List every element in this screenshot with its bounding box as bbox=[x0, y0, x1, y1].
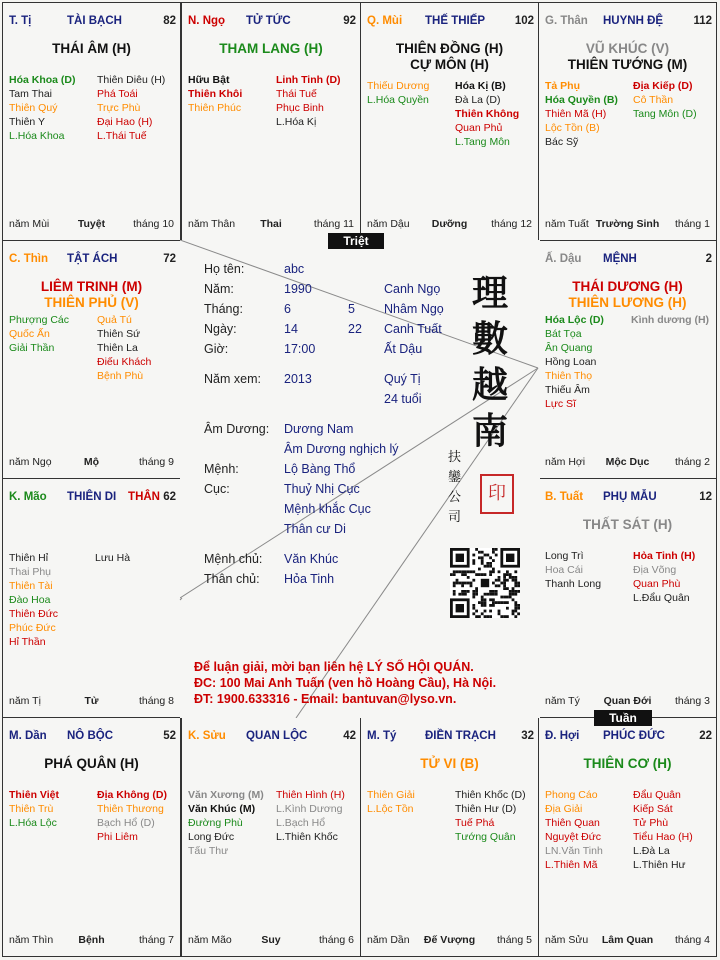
palace-tai-bach bbox=[2, 2, 181, 241]
footer-year: năm Thìn bbox=[9, 934, 54, 946]
palace-footer bbox=[188, 934, 354, 948]
footer-year: năm Tị bbox=[9, 695, 41, 707]
palace-huynh-de bbox=[538, 2, 717, 241]
star-right: Điếu Khách bbox=[97, 356, 152, 368]
main-star: THIÊN TƯỚNG (M) bbox=[567, 57, 688, 72]
palace-tat-ach bbox=[2, 240, 181, 479]
footer-month: tháng 8 bbox=[138, 695, 174, 707]
gio-label: Giờ: bbox=[204, 342, 229, 356]
thang-value: 6 bbox=[284, 302, 291, 316]
footer-year: năm Sửu bbox=[545, 934, 589, 946]
main-stars bbox=[363, 756, 536, 772]
star-left: Tấu Thư bbox=[188, 845, 229, 857]
triet-badge: Triệt bbox=[328, 233, 384, 249]
cuc-value: Thuỷ Nhị Cục bbox=[284, 482, 360, 496]
gio-value: 17:00 bbox=[284, 342, 316, 356]
star-right: Kình dương (H) bbox=[631, 314, 710, 326]
am-duong-note: Âm Dương nghịch lý bbox=[284, 442, 399, 456]
palace-header bbox=[188, 15, 356, 31]
palace-name: ĐIỀN TRẠCH bbox=[425, 730, 496, 742]
palace-name: PHÚC ĐỨC bbox=[603, 730, 665, 742]
palace-name: TẬT ÁCH bbox=[67, 253, 118, 265]
footer-month: tháng 3 bbox=[674, 695, 710, 707]
than-cu-di: Thân cư Di bbox=[284, 522, 346, 536]
palace-footer bbox=[545, 695, 710, 709]
main-stars bbox=[5, 756, 178, 772]
star-left: L.Thiên Mã bbox=[545, 859, 598, 871]
footer-stage: Thai bbox=[260, 218, 282, 230]
main-stars bbox=[363, 41, 536, 73]
footer-year: năm Dần bbox=[367, 934, 410, 946]
main-star: THIÊN ĐỒNG (H) bbox=[395, 41, 504, 56]
footer-stage: Trường Sinh bbox=[595, 218, 660, 230]
palace-footer bbox=[188, 218, 354, 232]
star-left: Giải Thần bbox=[9, 342, 55, 354]
footer-stage: Mộ bbox=[83, 456, 100, 468]
palace-thien-di bbox=[2, 478, 181, 718]
star-left: Thiên Hỉ bbox=[9, 552, 49, 564]
star-left: Thiên Thọ bbox=[545, 370, 593, 382]
palace-number: 32 bbox=[521, 730, 534, 742]
star-left: Hóa Lộc (D) bbox=[545, 314, 604, 326]
contact-line-3[interactable]: ĐT: 1900.633316 - Email: bantuvan@lyso.vn. bbox=[194, 692, 457, 706]
footer-month: tháng 6 bbox=[318, 934, 354, 946]
palace-footer bbox=[9, 456, 174, 470]
main-star: LIÊM TRINH (M) bbox=[40, 279, 143, 294]
palace-footer bbox=[545, 456, 710, 470]
than-chu-label: Thân chủ: bbox=[204, 572, 260, 586]
main-star: THAM LANG (H) bbox=[219, 41, 323, 56]
star-right: Phục Binh bbox=[276, 102, 324, 114]
ngay-can-chi: Canh Tuất bbox=[384, 322, 442, 336]
star-left: Thiên Đức bbox=[9, 608, 59, 620]
star-right: Thiên Diêu (H) bbox=[97, 74, 166, 86]
main-stars bbox=[541, 756, 714, 772]
star-right: Hóa Kị (B) bbox=[455, 80, 506, 92]
star-left: Thai Phụ bbox=[9, 566, 52, 578]
main-stars bbox=[541, 517, 714, 533]
palace-number: 82 bbox=[163, 15, 176, 27]
star-right: Đẩu Quân bbox=[633, 789, 681, 801]
thang-am-value: 5 bbox=[348, 302, 355, 316]
star-left: L.Hóa Khoa bbox=[9, 130, 65, 142]
star-right: Địa Võng bbox=[633, 564, 677, 576]
star-right: Thiên Thương bbox=[97, 803, 164, 815]
nam-xem-label: Năm xem: bbox=[204, 372, 261, 386]
cuc-label: Cục: bbox=[204, 482, 230, 496]
palace-header bbox=[9, 730, 176, 746]
palace-name: HUYNH ĐỆ bbox=[603, 15, 664, 27]
footer-year: năm Hợi bbox=[545, 456, 586, 468]
star-right: Đà La (D) bbox=[455, 94, 501, 106]
palace-name: THẾ THIẾP bbox=[425, 15, 486, 27]
palace-header bbox=[9, 15, 176, 31]
main-star: THẤT SÁT (H) bbox=[582, 517, 673, 532]
star-right: Thiên Hình (H) bbox=[276, 789, 345, 801]
star-right: Tang Môn (D) bbox=[633, 108, 697, 120]
footer-stage: Tử bbox=[84, 695, 99, 707]
palace-number: 112 bbox=[693, 15, 712, 27]
star-right: Thiên Khốc (D) bbox=[455, 789, 526, 801]
star-left: Hoa Cái bbox=[545, 564, 583, 576]
footer-year: năm Mão bbox=[188, 934, 232, 946]
palace-the-thiep bbox=[360, 2, 539, 241]
star-left: Hóa Khoa (D) bbox=[9, 74, 76, 86]
star-left: Bát Tọa bbox=[545, 328, 582, 340]
footer-month: tháng 11 bbox=[313, 218, 354, 230]
star-left: Nguyệt Đức bbox=[545, 831, 602, 843]
star-left: Thiên Tài bbox=[9, 580, 53, 592]
palace-header bbox=[367, 15, 534, 31]
thang-can-chi: Nhâm Ngọ bbox=[384, 302, 444, 316]
main-stars bbox=[5, 279, 178, 311]
star-right: Tiểu Hao (H) bbox=[633, 831, 693, 843]
main-star: CỰ MÔN (H) bbox=[410, 57, 489, 72]
thang-label: Tháng: bbox=[204, 302, 243, 316]
star-right: Đại Hao (H) bbox=[97, 116, 153, 128]
footer-month: tháng 7 bbox=[138, 934, 174, 946]
palace-name: TỬ TỨC bbox=[246, 15, 291, 27]
menh-khac-cuc: Mệnh khắc Cục bbox=[284, 502, 371, 516]
main-star: VŨ KHÚC (V) bbox=[585, 41, 670, 56]
palace-number: 22 bbox=[699, 730, 712, 742]
star-right: Thiên Không bbox=[455, 108, 520, 120]
star-right: Linh Tinh (D) bbox=[276, 74, 341, 86]
palace-footer bbox=[9, 695, 174, 709]
star-right: Cô Thần bbox=[633, 94, 674, 106]
palace-footer bbox=[9, 934, 174, 948]
ngay-label: Ngày: bbox=[204, 322, 237, 336]
star-left: Thiên Quan bbox=[545, 817, 600, 829]
footer-month: tháng 10 bbox=[133, 218, 174, 230]
palace-number: 42 bbox=[343, 730, 356, 742]
main-star: THÁI ÂM (H) bbox=[52, 41, 131, 56]
star-left: Thanh Long bbox=[545, 578, 602, 590]
ho-ten-value: abc bbox=[284, 262, 305, 276]
than-chu-value: Hỏa Tinh bbox=[284, 572, 335, 586]
footer-year: năm Mùi bbox=[9, 218, 50, 230]
main-star: TỬ VI (B) bbox=[420, 756, 479, 771]
main-stars bbox=[184, 41, 358, 57]
star-left: Phượng Các bbox=[9, 314, 70, 326]
am-duong-label: Âm Dương: bbox=[204, 422, 270, 436]
ho-ten-label: Họ tên: bbox=[204, 262, 245, 276]
palace-position: Ấ. Dậu bbox=[545, 253, 582, 265]
am-duong-value: Dương Nam bbox=[284, 422, 354, 436]
seal-text: 扶 鑾 公 司 bbox=[448, 450, 462, 525]
nam-can-chi: Canh Ngọ bbox=[384, 282, 441, 296]
palace-position: G. Thân bbox=[545, 15, 588, 27]
palace-number: 102 bbox=[514, 15, 534, 27]
star-left: Thiên Y bbox=[9, 116, 45, 128]
ngay-am-value: 22 bbox=[348, 322, 362, 336]
menh-value: Lộ Bàng Thổ bbox=[284, 462, 356, 476]
palace-position: Q. Mùi bbox=[367, 15, 403, 27]
star-right: Hỏa Tinh (H) bbox=[633, 550, 696, 562]
star-left: Thiên Trù bbox=[9, 803, 54, 815]
palace-name: MỆNH bbox=[603, 253, 637, 265]
main-star: PHÁ QUÂN (H) bbox=[44, 756, 139, 771]
nam-value: 1990 bbox=[284, 282, 312, 296]
palace-header bbox=[545, 730, 712, 746]
footer-stage: Suy bbox=[261, 934, 281, 946]
palace-header bbox=[367, 730, 534, 746]
star-left: Long Trì bbox=[545, 550, 584, 562]
gio-can-chi: Ất Dậu bbox=[384, 342, 423, 356]
star-left: Đường Phù bbox=[188, 817, 243, 829]
star-right: Kiếp Sát bbox=[633, 803, 673, 815]
main-star: THIÊN LƯƠNG (H) bbox=[568, 295, 687, 310]
calligraphy-char-1: 理 bbox=[472, 272, 509, 314]
palace-footer bbox=[367, 218, 532, 232]
contact-line-1: Để luận giải, mời bạn liên hệ LÝ SỐ HỘI QUÁN. bbox=[194, 660, 474, 674]
star-right: L.Tang Môn bbox=[455, 136, 510, 148]
star-left: Lộc Tồn (B) bbox=[545, 122, 600, 134]
footer-year: năm Thân bbox=[188, 218, 236, 230]
footer-month: tháng 4 bbox=[674, 934, 710, 946]
star-right: Thiên Hư (D) bbox=[455, 803, 517, 815]
star-left: Thiên Việt bbox=[9, 789, 59, 801]
palace-position: Đ. Hợi bbox=[545, 730, 580, 742]
star-left: Đào Hoa bbox=[9, 594, 51, 606]
star-left: Địa Giải bbox=[545, 803, 583, 815]
star-right: L.Thiên Khốc bbox=[276, 831, 338, 843]
star-right: Quả Tú bbox=[97, 314, 132, 326]
footer-year: năm Dậu bbox=[367, 218, 410, 230]
star-right: Tử Phù bbox=[633, 817, 669, 829]
footer-stage: Bệnh bbox=[78, 934, 105, 946]
star-left: Ân Quang bbox=[545, 342, 593, 354]
star-left: Bác Sỹ bbox=[545, 136, 579, 148]
star-right: Trực Phù bbox=[97, 102, 141, 114]
center-info-panel bbox=[180, 240, 540, 718]
star-right: Tuế Phá bbox=[455, 817, 495, 829]
palace-position: N. Ngọ bbox=[188, 15, 226, 27]
star-right: Địa Kiếp (D) bbox=[633, 80, 693, 92]
palace-header bbox=[188, 730, 356, 746]
palace-number: 12 bbox=[699, 491, 712, 503]
footer-stage: Dưỡng bbox=[431, 218, 468, 230]
palace-position: K. Mão bbox=[9, 491, 47, 503]
contact-line-2: ĐC: 100 Mai Anh Tuấn (ven hồ Hoàng Cầu), Hà Nội. bbox=[194, 676, 497, 690]
footer-month: tháng 2 bbox=[674, 456, 710, 468]
footer-month: tháng 1 bbox=[674, 218, 710, 230]
footer-month: tháng 9 bbox=[138, 456, 174, 468]
star-left: Thiên Quý bbox=[9, 102, 58, 114]
calligraphy-logo bbox=[472, 270, 522, 454]
palace-header bbox=[9, 253, 176, 269]
palace-footer bbox=[545, 934, 710, 948]
star-left: Quốc Ấn bbox=[9, 328, 50, 340]
palace-no-boc bbox=[2, 717, 181, 957]
main-stars bbox=[541, 41, 714, 73]
star-left: Tam Thai bbox=[9, 88, 52, 100]
star-right: L.Đẩu Quân bbox=[633, 592, 690, 604]
palace-dien-trach bbox=[360, 717, 539, 957]
star-right: L.Bạch Hổ bbox=[276, 817, 326, 829]
star-left: LN.Văn Tinh bbox=[545, 845, 603, 857]
footer-stage: Quan Đới bbox=[603, 695, 652, 707]
palace-name: THIÊN DI bbox=[67, 491, 117, 503]
nam-xem-can-chi: Quý Tị bbox=[384, 372, 421, 386]
star-right: Lưu Hà bbox=[95, 552, 131, 564]
palace-name: NÔ BỘC bbox=[67, 730, 113, 742]
star-left: Hóa Quyền (B) bbox=[545, 94, 618, 106]
calligraphy-char-2: 數 bbox=[472, 318, 509, 360]
palace-footer bbox=[545, 218, 710, 232]
palace-name: PHỤ MẪU bbox=[603, 491, 657, 503]
footer-year: năm Ngọ bbox=[9, 456, 52, 468]
star-right: Bạch Hổ (D) bbox=[97, 817, 155, 829]
star-right: Thiên Sứ bbox=[97, 328, 141, 340]
star-left: Long Đức bbox=[188, 831, 235, 843]
palace-tu-tuc bbox=[181, 2, 361, 241]
footer-year: năm Tuất bbox=[545, 218, 589, 230]
palace-header bbox=[9, 491, 176, 507]
star-left: Thiên Giải bbox=[367, 789, 415, 801]
palace-position: T. Tị bbox=[9, 15, 32, 27]
palace-name: TÀI BẠCH bbox=[67, 15, 122, 27]
palace-number: 2 bbox=[705, 253, 712, 265]
star-left: Hữu Bật bbox=[188, 74, 230, 86]
palace-position: M. Tý bbox=[367, 730, 397, 742]
star-left: Thiếu Dương bbox=[367, 80, 430, 92]
star-left: Thiên Khôi bbox=[188, 88, 243, 100]
tuan-badge: Tuần bbox=[594, 710, 652, 726]
palace-position: B. Tuất bbox=[545, 491, 584, 503]
red-seal-icon: 印 bbox=[480, 474, 514, 514]
star-left: Hồng Loan bbox=[545, 356, 597, 368]
ngay-value: 14 bbox=[284, 322, 298, 336]
footer-stage: Mộc Dục bbox=[605, 456, 650, 468]
palace-menh bbox=[538, 240, 717, 479]
nam-xem-value: 2013 bbox=[284, 372, 312, 386]
palace-number: 72 bbox=[163, 253, 176, 265]
calligraphy-char-3: 越 bbox=[472, 364, 509, 406]
tuoi-value: 24 tuổi bbox=[384, 392, 422, 406]
palace-header bbox=[545, 15, 712, 31]
palace-header bbox=[545, 491, 712, 507]
menh-chu-value: Văn Khúc bbox=[284, 552, 339, 566]
footer-stage: Lâm Quan bbox=[601, 934, 654, 946]
star-left: Thiếu Âm bbox=[545, 384, 590, 396]
main-star: THIÊN CƠ (H) bbox=[583, 756, 672, 771]
main-stars bbox=[541, 279, 714, 311]
menh-label: Mệnh: bbox=[204, 462, 239, 476]
nam-label: Năm: bbox=[204, 282, 234, 296]
calligraphy-char-4: 南 bbox=[472, 410, 509, 452]
palace-position: K. Sửu bbox=[188, 730, 226, 742]
footer-stage: Tuyệt bbox=[77, 218, 106, 230]
star-right: Quan Phủ bbox=[455, 122, 503, 134]
palace-number: 62 bbox=[163, 491, 176, 503]
palace-position: C. Thìn bbox=[9, 253, 48, 265]
star-left: Văn Khúc (M) bbox=[188, 803, 256, 815]
star-right: L.Thiên Hư bbox=[633, 859, 686, 871]
footer-year: năm Tý bbox=[545, 695, 580, 707]
star-right: L.Hóa Kị bbox=[276, 116, 317, 128]
footer-stage: Đế Vượng bbox=[423, 934, 476, 946]
footer-month: tháng 5 bbox=[496, 934, 532, 946]
star-right: L.Kình Dương bbox=[276, 803, 343, 815]
star-right: L.Thái Tuế bbox=[97, 130, 147, 142]
star-right: Thái Tuế bbox=[276, 88, 317, 100]
star-left: Tả Phụ bbox=[545, 80, 581, 92]
star-right: Phi Liêm bbox=[97, 831, 138, 843]
menh-chu-label: Mệnh chủ: bbox=[204, 552, 263, 566]
palace-footer bbox=[9, 218, 174, 232]
star-right: L.Đà La bbox=[633, 845, 670, 857]
palace-phu-mau bbox=[538, 478, 717, 718]
palace-phuc-duc bbox=[538, 717, 717, 957]
star-right: Thiên La bbox=[97, 342, 138, 354]
star-left: Văn Xương (M) bbox=[188, 789, 264, 801]
palace-number: 52 bbox=[163, 730, 176, 742]
palace-header bbox=[545, 253, 712, 269]
star-right: Địa Không (D) bbox=[97, 789, 167, 801]
palace-footer bbox=[367, 934, 532, 948]
star-left: Phúc Đức bbox=[9, 622, 56, 634]
star-right: Tướng Quân bbox=[455, 831, 516, 843]
palace-name: QUAN LỘC bbox=[246, 730, 308, 742]
main-stars bbox=[5, 41, 178, 57]
star-left: Phong Cáo bbox=[545, 789, 598, 801]
star-left: Hỉ Thần bbox=[9, 636, 46, 648]
star-left: L.Hóa Lộc bbox=[9, 817, 57, 829]
footer-month: tháng 12 bbox=[491, 218, 532, 230]
star-right: Quan Phù bbox=[633, 578, 681, 590]
star-right: Phá Toái bbox=[97, 88, 138, 100]
star-left: Lực Sĩ bbox=[545, 398, 576, 410]
star-left: L.Hóa Quyền bbox=[367, 94, 429, 106]
star-left: L.Lộc Tồn bbox=[367, 803, 414, 815]
than-marker: THÂN bbox=[128, 491, 160, 503]
star-left: Thiên Phúc bbox=[188, 102, 242, 114]
main-star: THIÊN PHỦ (V) bbox=[44, 295, 139, 310]
palace-position: M. Dần bbox=[9, 730, 47, 742]
star-left: Thiên Mã (H) bbox=[545, 108, 607, 120]
palace-number: 92 bbox=[343, 15, 356, 27]
qr-code-icon[interactable] bbox=[450, 548, 520, 618]
star-right: Bệnh Phù bbox=[97, 370, 144, 382]
main-star: THÁI DƯƠNG (H) bbox=[572, 279, 683, 294]
palace-quan-loc bbox=[181, 717, 361, 957]
